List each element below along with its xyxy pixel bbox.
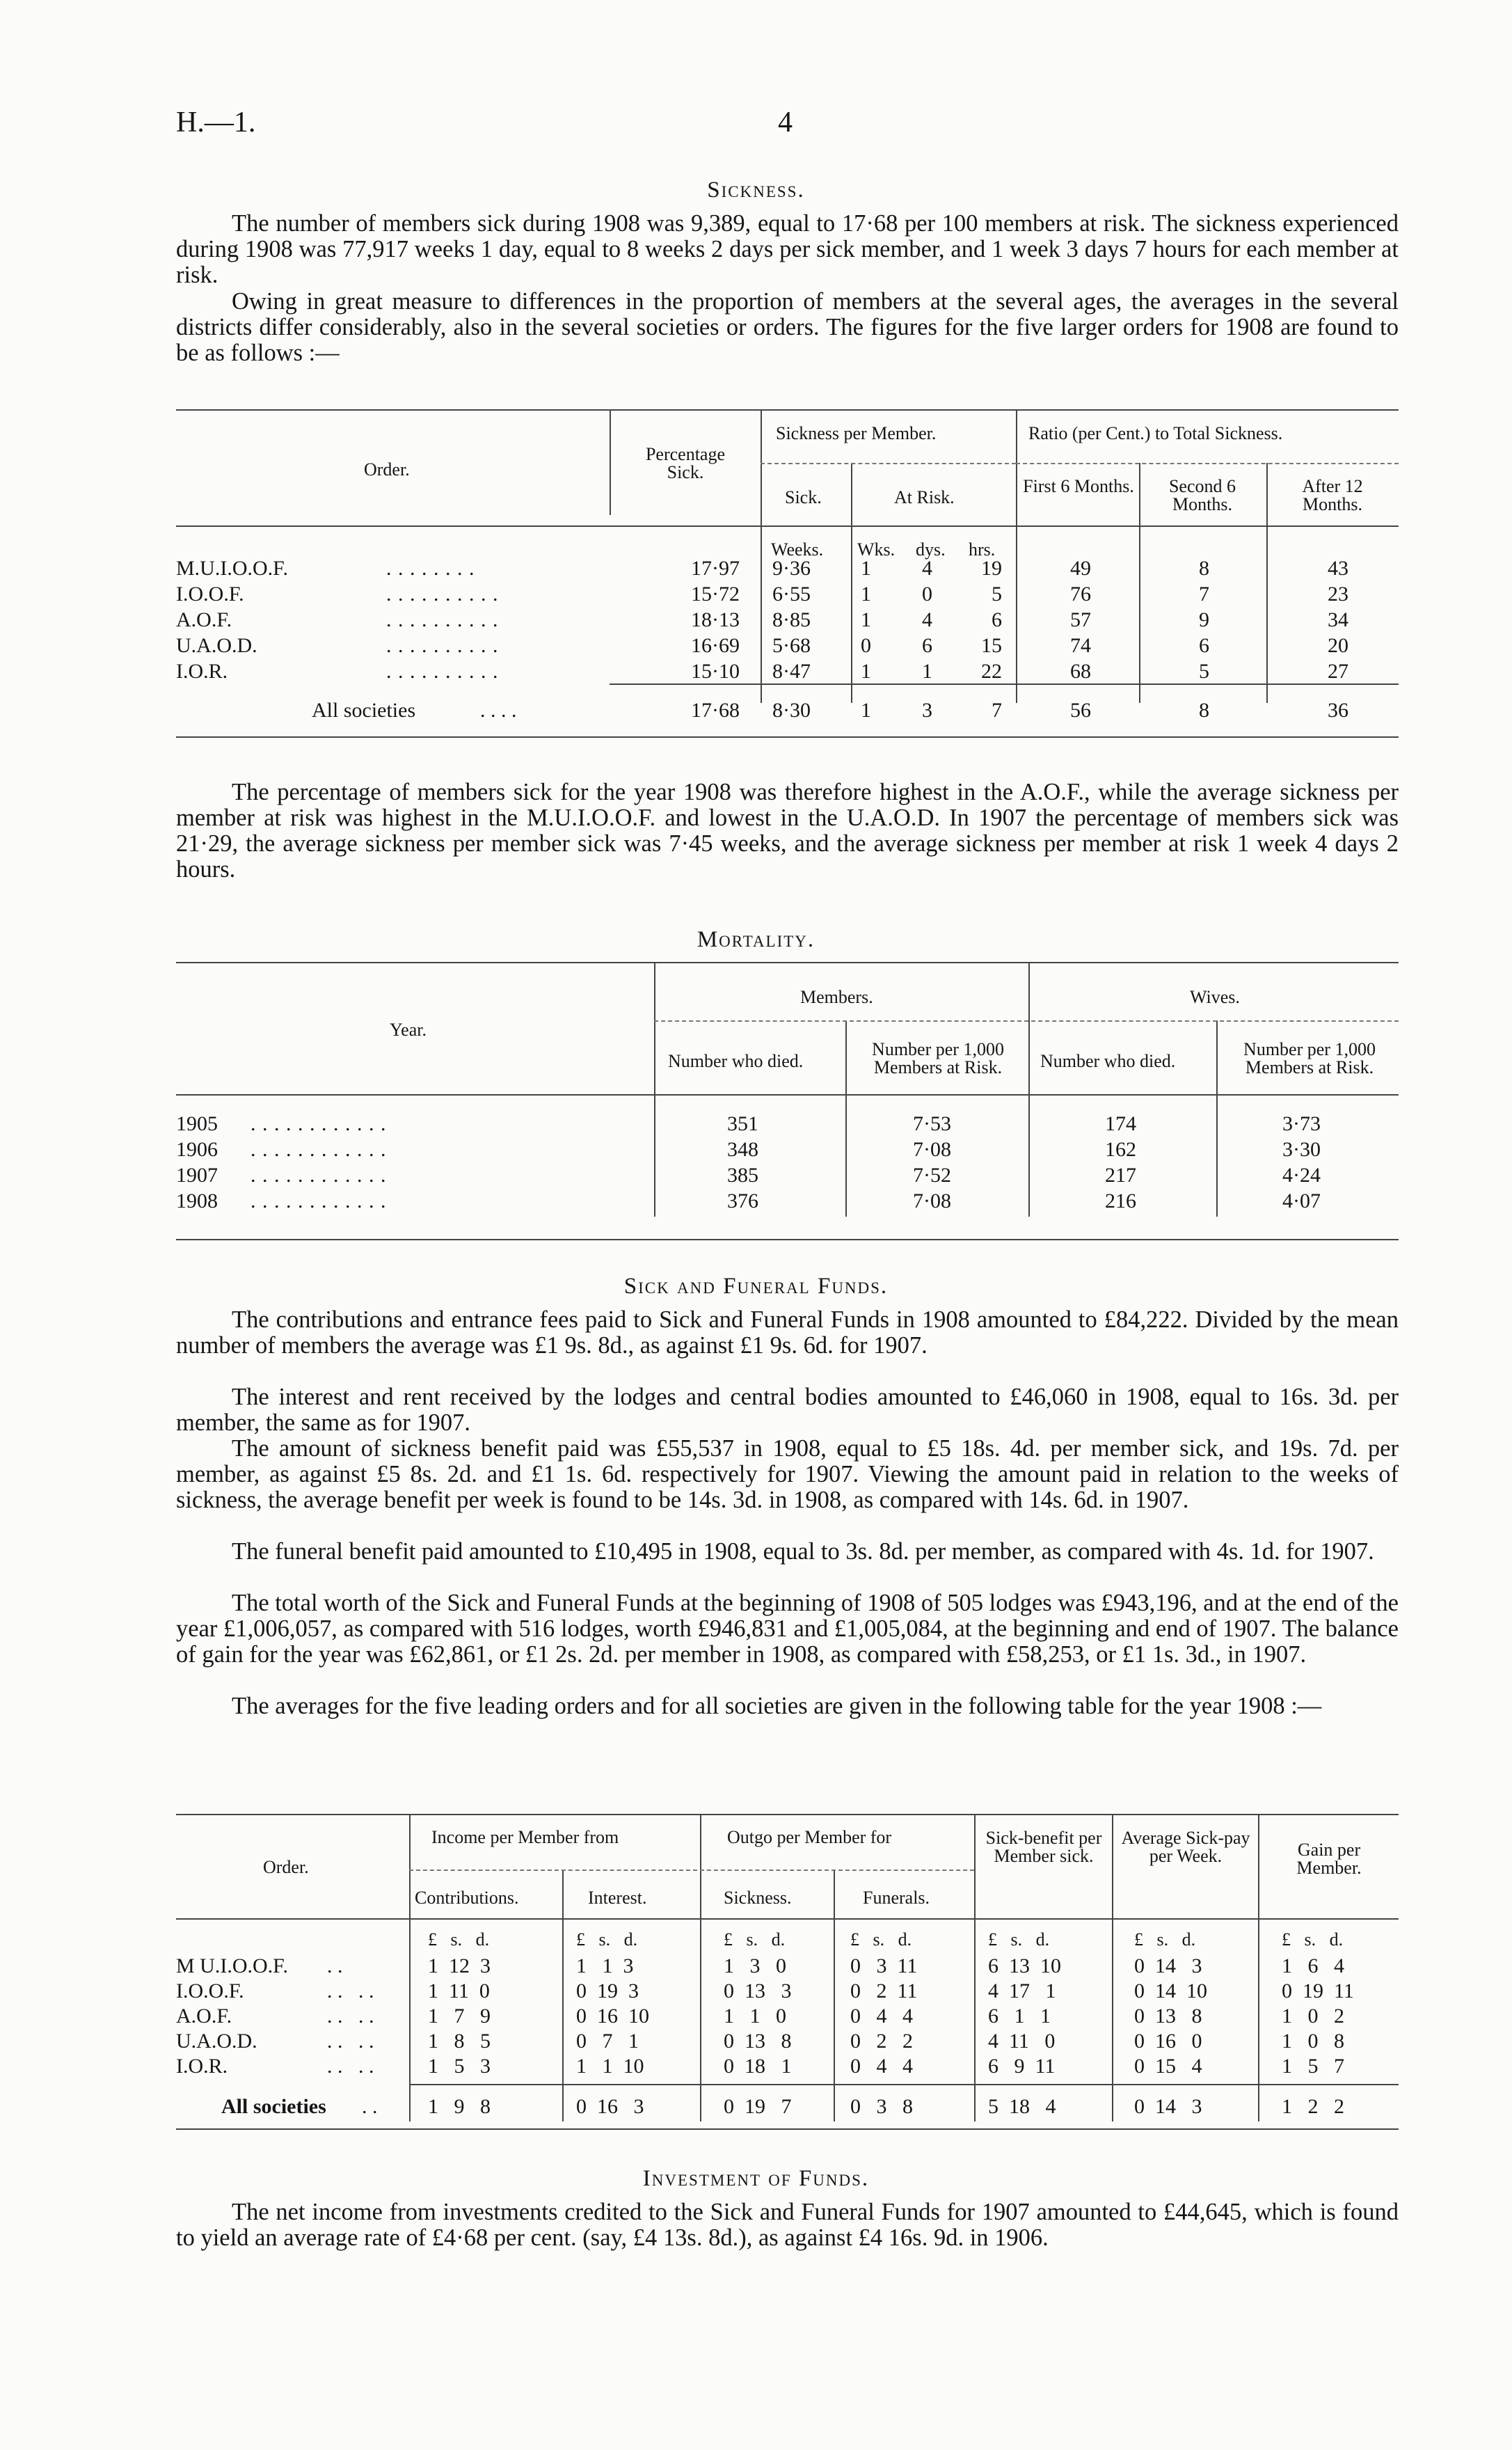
mort-row-members-died: 348 bbox=[727, 1138, 758, 1161]
funds-paragraph-5: The total worth of the Sick and Funeral Funds at the beginning of 1908 of 505 lodges was £943,196, and at the end of the year £1,006,057, as compared with 516 lodges, worth £946,831 and £1,005,084, at the beginning and end of 1907. The balance of gain for the year was £62,861, or £1 2s. 2d. per member in 1908, as compared with £58,253, or £1 1s. 3d., in 1907. bbox=[176, 1590, 1399, 1668]
fund-row-gain: 1 0 2 bbox=[1282, 2005, 1344, 2028]
funds-col-avg-sick-pay: Average Sick-pay per Week. bbox=[1121, 1828, 1250, 1866]
mort-row-wives-rate: 4·24 bbox=[1282, 1164, 1321, 1187]
lsd-unit-label: £ s. d. bbox=[428, 1929, 490, 1950]
sick-row-pct: 16·69 bbox=[691, 634, 740, 657]
lsd-unit-label: £ s. d. bbox=[1282, 1929, 1344, 1950]
mort-row-members-rate: 7·53 bbox=[913, 1112, 951, 1135]
sick-row-second: 8 bbox=[1199, 557, 1209, 580]
sick-row-after: 27 bbox=[1328, 660, 1348, 683]
funds-paragraph-4: The funeral benefit paid amounted to £10,495 in 1908, equal to 3s. 8d. per member, as compared with 4s. 1d. for 1907. bbox=[232, 1538, 1374, 1565]
fund-row-funerals: 0 2 2 bbox=[850, 2030, 913, 2053]
mort-row-wives-died: 174 bbox=[1105, 1112, 1136, 1135]
units-dys: dys. bbox=[916, 539, 946, 560]
fund-total-order: All societies bbox=[221, 2095, 326, 2118]
fund-row-order: I.O.R. bbox=[176, 2055, 228, 2078]
sick-row-pct: 18·13 bbox=[691, 608, 740, 631]
lsd-unit-label: £ s. d. bbox=[724, 1929, 786, 1950]
sick-row-sick: 9·36 bbox=[772, 557, 811, 580]
units-wks: Wks. bbox=[857, 539, 896, 560]
fund-row-sick_pay: 0 13 8 bbox=[1134, 2005, 1202, 2028]
sick-row-wks: 1 bbox=[861, 557, 871, 580]
fund-row-sick_pay: 0 14 3 bbox=[1134, 1954, 1202, 1977]
fund-row-funerals: 0 4 4 bbox=[850, 2005, 913, 2028]
fund-row-sickness: 1 3 0 bbox=[724, 1954, 786, 1977]
fund-total-sick_pay: 0 14 3 bbox=[1134, 2095, 1202, 2118]
fund-row-funerals: 0 2 11 bbox=[850, 1979, 918, 2002]
funds-col-gain: Gain per Member. bbox=[1296, 1840, 1362, 1878]
sick-row-wks: 1 bbox=[861, 608, 871, 631]
mort-row-members-rate: 7·08 bbox=[913, 1190, 951, 1212]
fund-row-sickness: 1 1 0 bbox=[724, 2005, 786, 2028]
funds-paragraph-6: The averages for the five leading orders and for all societies are given in the following table for the year 1908 :— bbox=[232, 1693, 1322, 1719]
sick-total-first: 56 bbox=[1070, 699, 1091, 722]
lsd-unit-label: £ s. d. bbox=[1134, 1929, 1196, 1950]
funds-paragraph-1: The contributions and entrance fees paid to Sick and Funeral Funds in 1908 amounted to £84,222. Divided by the mean number of members the average was £1 9s. 8d., as against £1 9s. 6d. for 1907. bbox=[176, 1306, 1399, 1359]
mort-row-wives-died: 162 bbox=[1105, 1138, 1136, 1161]
fund-row-interest: 0 16 10 bbox=[576, 2005, 649, 2028]
col-percentage-sick: Percentage Sick. bbox=[645, 444, 726, 482]
fund-row-contrib: 1 7 9 bbox=[428, 2005, 491, 2028]
fund-row-sick_benefit: 6 9 11 bbox=[988, 2055, 1056, 2078]
fund-row-sick_benefit: 4 11 0 bbox=[988, 2030, 1056, 2053]
funds-heading: Sick and Funeral Funds. bbox=[623, 1274, 889, 1299]
fund-row-interest: 0 19 3 bbox=[576, 1979, 639, 2002]
fund-row-leader: . . . . bbox=[327, 2030, 374, 2053]
sick-row-first: 68 bbox=[1070, 660, 1091, 683]
fund-row-sickness: 0 18 1 bbox=[724, 2055, 792, 2078]
fund-row-order: U.A.O.D. bbox=[176, 2030, 257, 2053]
funds-paragraph-3: The amount of sickness benefit paid was £55,537 in 1908, equal to £5 18s. 4d. per member sick, and 19s. 7d. per member, as against £5 8s. 2d. and £1 1s. 6d. respectively for 1907. Viewing the amount paid in relation to the weeks of sickness, the average benefit per week is found to be 14s. 3d. in 1908, as compared with 14s. 6d. in 1907. bbox=[176, 1435, 1399, 1513]
col-sickness-per-member: Sickness per Member. bbox=[776, 423, 937, 443]
fund-total-funerals: 0 3 8 bbox=[850, 2095, 913, 2118]
fund-total-sick_benefit: 5 18 4 bbox=[988, 2095, 1056, 2118]
sick-row-wks: 1 bbox=[861, 583, 871, 606]
fund-total-interest: 0 16 3 bbox=[576, 2095, 644, 2118]
col-members-died: Number who died. bbox=[668, 1051, 804, 1071]
sick-total-dys: 3 bbox=[922, 699, 932, 722]
funds-col-outgo: Outgo per Member for bbox=[727, 1827, 892, 1847]
fund-total-leader: . . bbox=[362, 2095, 378, 2118]
mort-row-leader: . . . . . . . . . . . . bbox=[250, 1164, 387, 1187]
sick-total-after: 36 bbox=[1328, 699, 1348, 722]
col-members-per-1000: Number per 1,000 Members at Risk. bbox=[872, 1039, 1004, 1077]
units-hrs: hrs. bbox=[969, 539, 996, 560]
col-order: Order. bbox=[364, 459, 410, 480]
fund-row-sick_benefit: 6 13 10 bbox=[988, 1954, 1061, 1977]
sick-row-after: 43 bbox=[1328, 557, 1348, 580]
fund-row-interest: 0 7 1 bbox=[576, 2030, 639, 2053]
sick-row-sick: 5·68 bbox=[772, 634, 811, 657]
fund-row-sick_pay: 0 16 0 bbox=[1134, 2030, 1202, 2053]
fund-row-gain: 1 0 8 bbox=[1282, 2030, 1344, 2053]
fund-row-funerals: 0 4 4 bbox=[850, 2055, 913, 2078]
sick-row-dys: 0 bbox=[922, 583, 932, 606]
col-second-6-months: Second 6 Months. bbox=[1168, 476, 1236, 514]
fund-row-order: A.O.F. bbox=[176, 2005, 232, 2028]
sick-row-order: I.O.O.F. bbox=[176, 583, 244, 606]
sick-row-hrs: 5 bbox=[992, 583, 1002, 606]
sick-total-second: 8 bbox=[1199, 699, 1209, 722]
col-wives-died: Number who died. bbox=[1040, 1051, 1176, 1071]
sick-total-sick: 8·30 bbox=[772, 699, 811, 722]
funds-col-income: Income per Member from bbox=[431, 1827, 619, 1847]
mort-row-members-rate: 7·08 bbox=[913, 1138, 951, 1161]
fund-row-leader: . . bbox=[327, 1954, 343, 1977]
fund-row-contrib: 1 12 3 bbox=[428, 1954, 491, 1977]
mort-row-year: 1907 bbox=[176, 1164, 218, 1187]
mort-row-year: 1905 bbox=[176, 1112, 218, 1135]
fund-row-sick_benefit: 4 17 1 bbox=[988, 1979, 1056, 2002]
sick-total-order: All societies bbox=[312, 699, 416, 722]
sick-row-hrs: 15 bbox=[981, 634, 1002, 657]
fund-row-sick_pay: 0 14 10 bbox=[1134, 1979, 1207, 2002]
sick-row-hrs: 22 bbox=[981, 660, 1002, 683]
sick-row-first: 76 bbox=[1070, 583, 1091, 606]
fund-row-order: M U.I.O.O.F. bbox=[176, 1954, 288, 1977]
sick-row-dys: 6 bbox=[922, 634, 932, 657]
sickness-summary-paragraph: The percentage of members sick for the year 1908 was therefore highest in the A.O.F., while the average sickness per member at risk was highest in the M.U.I.O.O.F. and lowest in the U.A.O.D. In 1907 the percentage of members sick was 21·29, the average sickness per member sick was 7·45 weeks, and the average sickness per member at risk 1 week 4 days 2 hours. bbox=[176, 779, 1399, 883]
units-weeks: Weeks. bbox=[771, 539, 824, 560]
sickness-paragraph-2: Owing in great measure to differences in the proportion of members at the several ages, the averages in the several districts differ considerably, also in the several societies or orders. The figures for the five larger orders for 1908 are found to be as follows :— bbox=[176, 288, 1399, 366]
col-at-risk: At Risk. bbox=[894, 487, 955, 507]
fund-row-contrib: 1 5 3 bbox=[428, 2055, 491, 2078]
sick-row-order: U.A.O.D. bbox=[176, 634, 257, 657]
fund-row-funerals: 0 3 11 bbox=[850, 1954, 918, 1977]
sick-row-first: 57 bbox=[1070, 608, 1091, 631]
sick-row-hrs: 6 bbox=[992, 608, 1002, 631]
lsd-unit-label: £ s. d. bbox=[576, 1929, 638, 1950]
sick-row-leader: . . . . . . . . . . bbox=[386, 660, 499, 683]
sick-row-pct: 15·10 bbox=[691, 660, 740, 683]
col-wives: Wives. bbox=[1190, 987, 1240, 1007]
sick-row-wks: 1 bbox=[861, 660, 871, 683]
sick-row-after: 23 bbox=[1328, 583, 1348, 606]
sick-row-order: M.U.I.O.O.F. bbox=[176, 557, 288, 580]
sickness-paragraph-1: The number of members sick during 1908 was 9,389, equal to 17·68 per 100 members at risk. The sickness experienced during 1908 was 77,917 weeks 1 day, equal to 8 weeks 2 days per sick member, and 1 week 3 days 7 hours for each member at risk. bbox=[176, 210, 1399, 288]
mort-row-wives-died: 216 bbox=[1105, 1190, 1136, 1212]
sick-total-leader: . . . . bbox=[480, 699, 517, 722]
mort-row-leader: . . . . . . . . . . . . bbox=[250, 1112, 387, 1135]
fund-row-contrib: 1 8 5 bbox=[428, 2030, 491, 2053]
sickness-heading: Sickness. bbox=[707, 177, 805, 203]
mort-row-wives-died: 217 bbox=[1105, 1164, 1136, 1187]
fund-row-sickness: 0 13 8 bbox=[724, 2030, 792, 2053]
sick-row-second: 5 bbox=[1199, 660, 1209, 683]
mort-row-members-died: 385 bbox=[727, 1164, 758, 1187]
col-first-6-months: First 6 Months. bbox=[1023, 476, 1134, 496]
col-year: Year. bbox=[390, 1020, 427, 1040]
sick-row-pct: 15·72 bbox=[691, 583, 740, 606]
sick-row-order: I.O.R. bbox=[176, 660, 228, 683]
sick-row-second: 9 bbox=[1199, 608, 1209, 631]
mort-row-leader: . . . . . . . . . . . . bbox=[250, 1138, 387, 1161]
sick-row-first: 74 bbox=[1070, 634, 1091, 657]
funds-col-order: Order. bbox=[263, 1857, 309, 1877]
funds-col-contributions: Contributions. bbox=[415, 1888, 519, 1908]
fund-row-interest: 1 1 10 bbox=[576, 2055, 644, 2078]
fund-row-interest: 1 1 3 bbox=[576, 1954, 634, 1977]
sick-row-pct: 17·97 bbox=[691, 557, 740, 580]
sick-row-leader: . . . . . . . . . . bbox=[386, 583, 499, 606]
fund-total-contrib: 1 9 8 bbox=[428, 2095, 491, 2118]
funds-col-sick-benefit: Sick-benefit per Member sick. bbox=[985, 1828, 1102, 1866]
fund-row-contrib: 1 11 0 bbox=[428, 1979, 490, 2002]
fund-total-sickness: 0 19 7 bbox=[724, 2095, 792, 2118]
sick-row-second: 7 bbox=[1199, 583, 1209, 606]
sick-total-hrs: 7 bbox=[992, 699, 1002, 722]
mort-row-members-died: 351 bbox=[727, 1112, 758, 1135]
fund-row-gain: 1 6 4 bbox=[1282, 1954, 1344, 1977]
lsd-unit-label: £ s. d. bbox=[850, 1929, 912, 1950]
sick-row-first: 49 bbox=[1070, 557, 1091, 580]
mort-row-members-died: 376 bbox=[727, 1190, 758, 1212]
funds-paragraph-2: The interest and rent received by the lodges and central bodies amounted to £46,060 in 1908, equal to 16s. 3d. per member, the same as for 1907. bbox=[176, 1384, 1399, 1436]
fund-row-leader: . . . . bbox=[327, 2055, 374, 2078]
fund-row-gain: 0 19 11 bbox=[1282, 1979, 1354, 2002]
fund-row-gain: 1 5 7 bbox=[1282, 2055, 1344, 2078]
sick-total-wks: 1 bbox=[861, 699, 871, 722]
sick-row-leader: . . . . . . . . . . bbox=[386, 608, 499, 631]
sick-row-leader: . . . . . . . . bbox=[386, 557, 475, 580]
mortality-heading: Mortality. bbox=[697, 927, 815, 952]
sick-row-wks: 0 bbox=[861, 634, 871, 657]
col-members: Members. bbox=[800, 987, 873, 1007]
mort-row-wives-rate: 3·30 bbox=[1282, 1138, 1321, 1161]
sick-row-sick: 8·85 bbox=[772, 608, 811, 631]
sick-row-after: 20 bbox=[1328, 634, 1348, 657]
mort-row-year: 1906 bbox=[176, 1138, 218, 1161]
fund-row-sick_benefit: 6 1 1 bbox=[988, 2005, 1051, 2028]
sick-row-order: A.O.F. bbox=[176, 608, 232, 631]
mort-row-wives-rate: 3·73 bbox=[1282, 1112, 1321, 1135]
funds-col-interest: Interest. bbox=[588, 1888, 647, 1908]
fund-row-order: I.O.O.F. bbox=[176, 1979, 244, 2002]
lsd-unit-label: £ s. d. bbox=[988, 1929, 1050, 1950]
funds-col-sickness: Sickness. bbox=[724, 1888, 792, 1908]
col-sick: Sick. bbox=[785, 487, 822, 507]
fund-total-gain: 1 2 2 bbox=[1282, 2095, 1344, 2118]
sick-row-second: 6 bbox=[1199, 634, 1209, 657]
funds-col-funerals: Funerals. bbox=[863, 1888, 930, 1908]
fund-row-sick_pay: 0 15 4 bbox=[1134, 2055, 1202, 2078]
document-code: H.—1. bbox=[176, 106, 256, 139]
sick-row-sick: 6·55 bbox=[772, 583, 811, 606]
investment-heading: Investment of Funds. bbox=[642, 2166, 870, 2191]
investment-paragraph: The net income from investments credited to the Sick and Funeral Funds for 1907 amounted to £44,645, which is found to yield an average rate of £4·68 per cent. (say, £4 13s. 8d.), as against £4 16s. 9d. in 1906. bbox=[176, 2199, 1399, 2251]
fund-row-leader: . . . . bbox=[327, 1979, 374, 2002]
sick-row-hrs: 19 bbox=[981, 557, 1002, 580]
page-number: 4 bbox=[778, 106, 793, 139]
sick-row-dys: 1 bbox=[922, 660, 932, 683]
mort-row-leader: . . . . . . . . . . . . bbox=[250, 1190, 387, 1212]
col-wives-per-1000: Number per 1,000 Members at Risk. bbox=[1243, 1039, 1376, 1077]
sick-row-sick: 8·47 bbox=[772, 660, 811, 683]
mort-row-year: 1908 bbox=[176, 1190, 218, 1212]
sick-row-after: 34 bbox=[1328, 608, 1348, 631]
fund-row-sickness: 0 13 3 bbox=[724, 1979, 792, 2002]
col-ratio: Ratio (per Cent.) to Total Sickness. bbox=[1028, 423, 1283, 443]
sick-row-dys: 4 bbox=[922, 557, 932, 580]
sick-total-pct: 17·68 bbox=[691, 699, 740, 722]
col-after-12-months: After 12 Months. bbox=[1302, 476, 1363, 514]
mort-row-members-rate: 7·52 bbox=[913, 1164, 951, 1187]
sick-row-dys: 4 bbox=[922, 608, 932, 631]
fund-row-leader: . . . . bbox=[327, 2005, 374, 2028]
sick-row-leader: . . . . . . . . . . bbox=[386, 634, 499, 657]
mort-row-wives-rate: 4·07 bbox=[1282, 1190, 1321, 1212]
